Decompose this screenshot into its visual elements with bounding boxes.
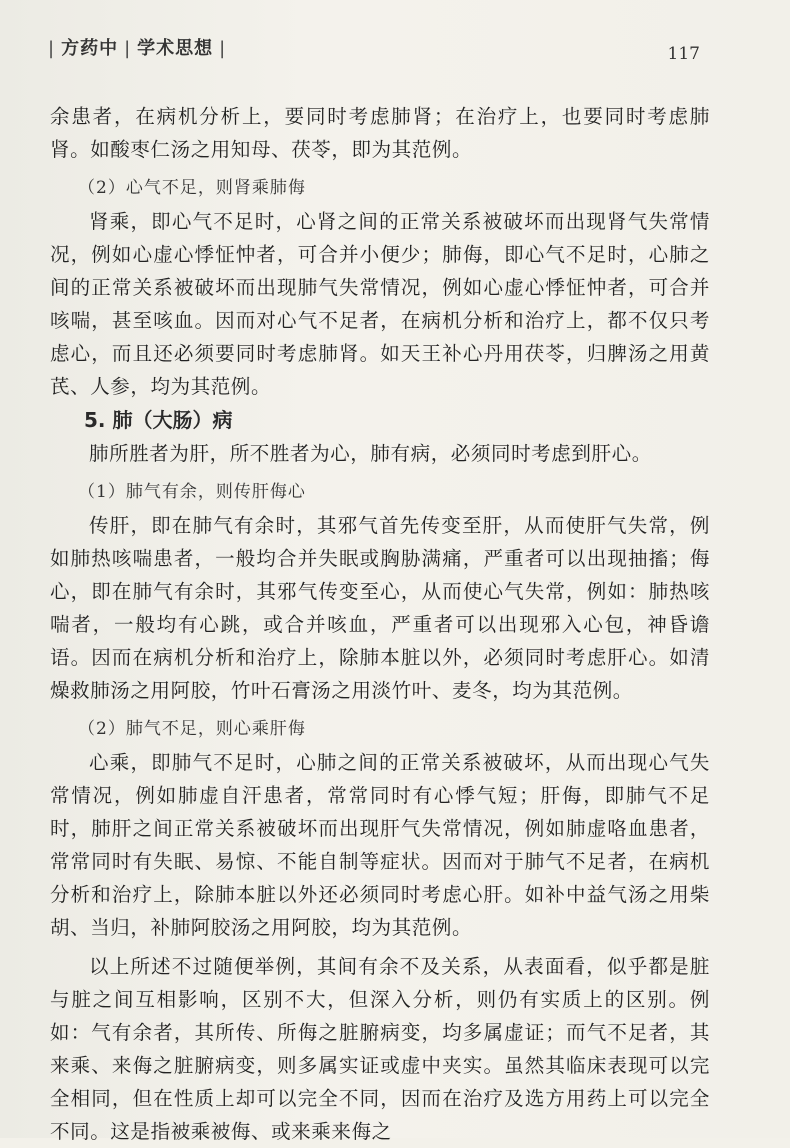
paragraph: 肾乘，即心气不足时，心肾之间的正常关系被破坏而出现肾气失常情况，例如心虚心悸怔忡者，可合并小便少；肺侮，即心气不足时，心肺之间的正常关系被破坏而出现肺气失常情况，例如心虚心悸怔忡者，可合并咳喘，甚至咳血。因而对心气不足者，在病机分析和治疗上，都不仅只考虑心，而且还必须要同时考虑肺肾。如天王补心丹用茯苓，归脾汤之用黄芪、人参，均为其范例。 xyxy=(50,210,710,398)
subheading: （2）肺气不足，则心乘肝侮 xyxy=(78,719,306,739)
header-divider: | xyxy=(124,38,132,59)
subheading: （1）肺气有余，则传肝侮心 xyxy=(78,482,306,502)
header-divider: | xyxy=(48,38,56,59)
subheading: （2）心气不足，则肾乘肺侮 xyxy=(78,178,306,198)
header-section-title: 学术思想 xyxy=(137,38,214,59)
header-divider: | xyxy=(219,38,227,59)
paragraph: 余患者，在病机分析上，要同时考虑肺肾；在治疗上，也要同时考虑肺肾。如酸枣仁汤之用知母、茯苓，即为其范例。 xyxy=(50,105,710,161)
page-number: 117 xyxy=(667,44,700,64)
section-heading: 5. 肺（大肠）病 xyxy=(84,408,233,432)
body-text xyxy=(50,100,710,1148)
paragraph: 心乘，即肺气不足时，心肺之间的正常关系被破坏，从而出现心气失常情况，例如肺虚自汗患者，常常同时有心悸气短；肝侮，即肺气不足时，肺肝之间正常关系被破坏而出现肝气失常情况，例如肺虚咯血患者，常常同时有失眠、易惊、不能自制等症状。因而对于肺气不足者，在病机分析和治疗上，除肺本脏以外还必须同时考虑心肝。如补中益气汤之用柴胡、当归，补肺阿胶汤之用阿胶，均为其范例。 xyxy=(50,751,710,939)
paragraph: 传肝，即在肺气有余时，其邪气首先传变至肝，从而使肝气失常，例如肺热咳喘患者，一般均合并失眠或胸胁满痛，严重者可以出现抽搐；侮心，即在肺气有余时，其邪气传变至心，从而使心气失常，例如：肺热咳喘者，一般均有心跳，或合并咳血，严重者可以出现邪入心包，神昏谵语。因而在病机分析和治疗上，除肺本脏以外，必须同时考虑肝心。如清燥救肺汤之用阿胶，竹叶石膏汤之用淡竹叶、麦冬，均为其范例。 xyxy=(50,514,710,702)
paragraph: 以上所述不过随便举例，其间有余不及关系，从表面看，似乎都是脏与脏之间互相影响，区别不大，但深入分析，则仍有实质上的区别。例如：气有余者，其所传、所侮之脏腑病变，均多属虚证；而气不足者，其来乘、来侮之脏腑病变，则多属实证或虚中夹实。虽然其临床表现可以完全相同，但在性质上却可以完全不同，因而在治疗及选方用药上可以完全不同。这是指被乘被侮、或来乘来侮之 xyxy=(50,955,710,1143)
running-header xyxy=(42,34,232,60)
header-book-title: 方药中 xyxy=(61,38,119,59)
paragraph: 肺所胜者为肝，所不胜者为心，肺有病，必须同时考虑到肝心。 xyxy=(89,442,652,465)
